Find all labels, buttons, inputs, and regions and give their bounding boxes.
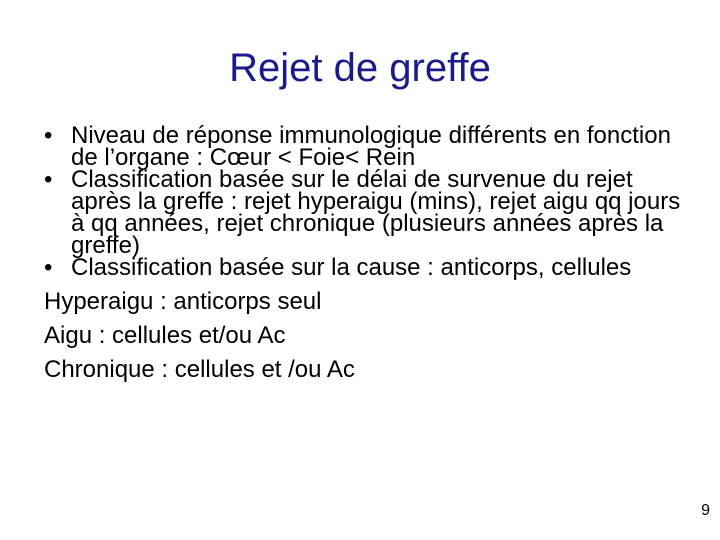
rejection-type-line: Aigu : cellules et/ou Ac	[44, 322, 286, 349]
page-number: 9	[701, 502, 710, 519]
bullet-item	[44, 166, 694, 259]
rejection-type-line: Hyperaigu : anticorps seul	[44, 288, 322, 315]
bullet-text: Classification basée sur le délai de survenue du rejet après la greffe : rejet hyperaigu (mins), rejet aigu qq jours à qq années, rejet chronique (plusieurs années après la greffe)	[71, 166, 681, 259]
bullet-item	[44, 254, 694, 281]
bullet-dot-icon: •	[44, 254, 53, 281]
bullet-list	[44, 122, 694, 281]
slide-body	[44, 122, 694, 383]
bullet-text: Niveau de réponse immunologique différents en fonction de l’organe : Cœur < Foie< Rein	[71, 122, 671, 171]
bullet-dot-icon: •	[44, 166, 53, 193]
bullet-text: Classification basée sur la cause : anticorps, cellules	[71, 254, 632, 281]
bullet-dot-icon: •	[44, 122, 53, 149]
rejection-type-line: Chronique : cellules et /ou Ac	[44, 356, 355, 383]
slide-title: Rejet de greffe	[229, 46, 491, 90]
bullet-item	[44, 122, 694, 171]
